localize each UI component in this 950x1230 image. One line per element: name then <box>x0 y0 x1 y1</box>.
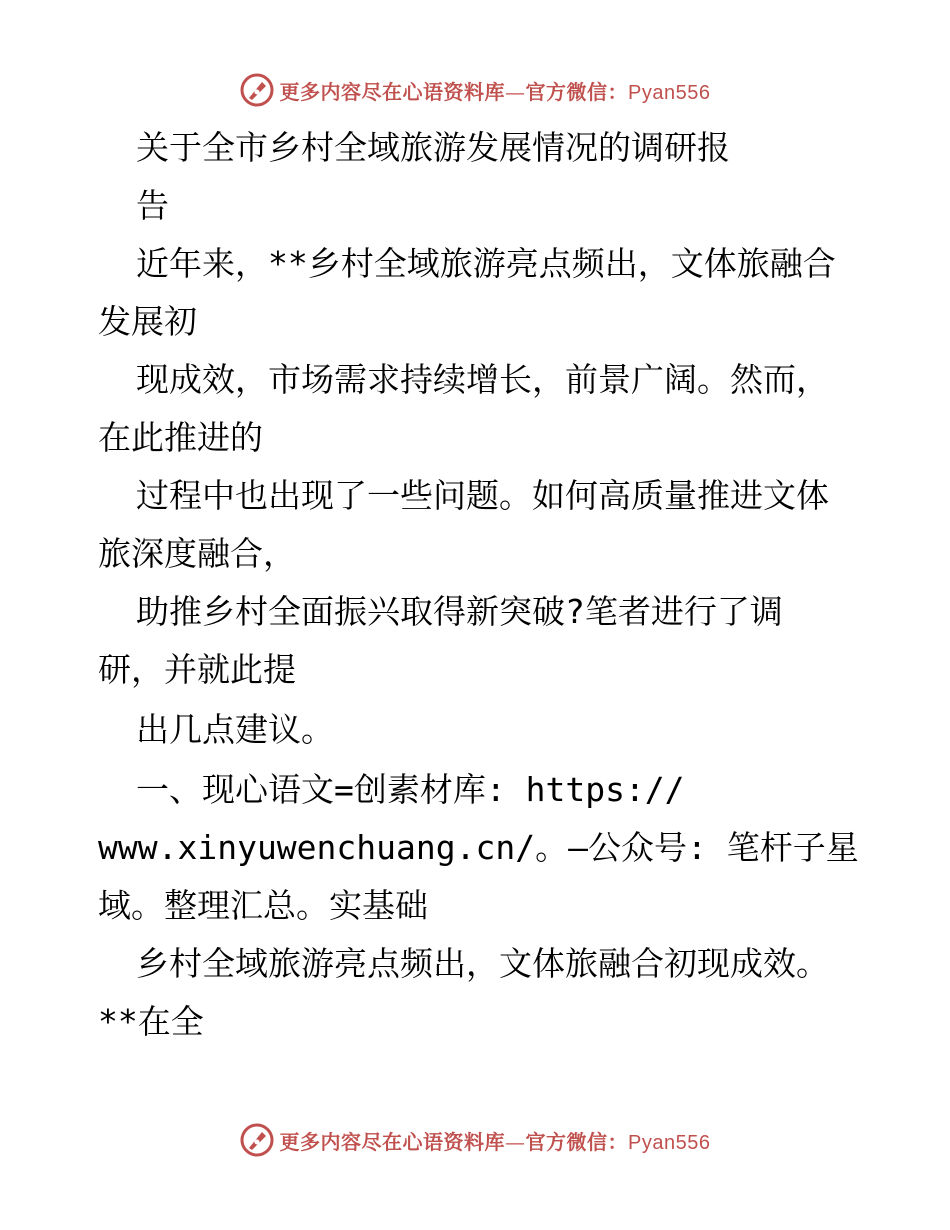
doc-line: 助推乡村全面振兴取得新突破?笔者进行了调 <box>136 592 783 631</box>
pen-nib-logo-icon <box>240 1123 274 1157</box>
doc-line: 发展初 <box>98 302 197 341</box>
doc-line: 研，并就此提 <box>98 650 296 689</box>
pen-nib-logo-icon <box>240 73 274 107</box>
doc-line: 域。整理汇总。实基础 <box>98 886 428 925</box>
doc-line: 现成效，市场需求持续增长，前景广阔。然而， <box>136 360 829 399</box>
doc-line: 过程中也出现了一些问题。如何高质量推进文体 <box>136 476 829 515</box>
doc-line: 旅深度融合， <box>98 534 296 573</box>
doc-line: 出几点建议。 <box>136 710 334 749</box>
header-banner <box>0 70 950 110</box>
footer-banner <box>0 1120 950 1160</box>
doc-title-line-1: 关于全市乡村全域旅游发展情况的调研报 <box>136 128 730 167</box>
doc-line: www.xinyuwenchuang.cn/。—公众号: 笔杆子星 <box>98 828 859 867</box>
doc-line: 近年来，**乡村全域旅游亮点频出，文体旅融合 <box>136 244 836 283</box>
doc-line: 在此推进的 <box>98 418 263 457</box>
banner-text: 更多内容尽在心语资料库—官方微信：Pyan556 <box>279 79 711 104</box>
banner-text: 更多内容尽在心语资料库—官方微信：Pyan556 <box>279 1129 711 1154</box>
doc-title-line-2: 告 <box>136 186 169 225</box>
doc-line: **在全 <box>98 1002 204 1041</box>
doc-line: 乡村全域旅游亮点频出，文体旅融合初现成效。 <box>136 944 829 983</box>
doc-line: 一、现心语文=创素材库: https:// <box>136 770 685 809</box>
